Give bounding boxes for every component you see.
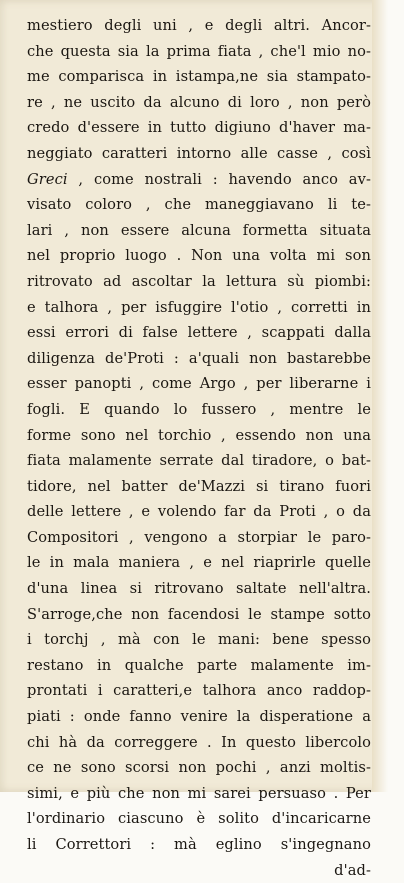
text-line-19: tidore, nel batter de'Mazzi si tirano fuori	[27, 477, 371, 495]
text-line-4: re , ne uscito da alcuno di loro , non però	[27, 93, 371, 111]
page-text	[27, 13, 371, 883]
text-line-26: restano in qualche parte malamente im-	[27, 656, 371, 674]
text-line-33: li Correttori : mà eglino s'ingegnano	[27, 836, 371, 853]
text-line-14: diligenza de'Proti : a'quali non bastarebbe	[27, 349, 371, 367]
italic-word: Greci	[27, 170, 68, 188]
text-line-8: visato coloro , che maneggiavano li te-	[27, 196, 371, 214]
text-line-3: me comparisca in istampa,ne sia stampato-	[27, 68, 371, 86]
text-line-17: forme sono nel torchio , essendo non una	[27, 426, 371, 444]
text-line-25: i torchj , mà con le mani: bene spesso	[27, 631, 371, 649]
text-line-9: lari , non essere alcuna formetta situata	[27, 221, 371, 239]
page-edge-shadow	[372, 0, 388, 792]
text-line-23: d'una linea si ritrovano saltate nell'altra.	[27, 580, 371, 598]
text-line-10: nel proprio luogo . Non una volta mi son	[27, 247, 371, 265]
text-line-24: S'arroge,che non facendosi le stampe sotto	[27, 605, 371, 623]
text-line-11: ritrovato ad ascoltar la lettura sù piombi:	[27, 272, 371, 290]
text-line-5: credo d'essere in tutto digiuno d'haver ma-	[27, 119, 371, 137]
text-line-16: fogli. E quando lo fussero , mentre le	[27, 400, 371, 418]
text-line-32: l'ordinario ciascuno è solito d'incaricarne	[27, 810, 371, 828]
catchword: d'ad-	[334, 861, 371, 879]
text-line-15: esser panopti , come Argo , per liberarne i	[27, 375, 371, 393]
text-line-22: le in mala maniera , e nel riaprirle quelle	[27, 554, 371, 572]
text-line-13: essi errori di false lettere , scappati dalla	[27, 324, 371, 342]
text-line-12: e talhora , per isfuggire l'otio , corretti in	[27, 298, 371, 316]
text-line-6: neggiato caratteri intorno alle casse , così	[27, 144, 371, 162]
text-line-21: Compositori , vengono a storpiar le paro-	[27, 528, 371, 546]
text-line-27: prontati i caratteri,e talhora anco raddop-	[27, 682, 371, 700]
text-line-31: simi, e più che non mi sarei persuaso . Per	[27, 784, 371, 802]
text-line-29: chi hà da correggere . In questo libercolo	[27, 733, 371, 751]
text-line-7: Greci , come nostrali : havendo anco av-	[27, 170, 371, 188]
text-line-2: che questa sia la prima fiata , che'l mio no-	[27, 42, 371, 60]
text-line-1: mestiero degli uni , e degli altri. Ancor-	[27, 17, 371, 34]
text-line-28: piati : onde fanno venire la disperatione a	[27, 708, 371, 726]
text-line-18: fiata malamente serrate dal tiradore, o bat-	[27, 452, 371, 470]
text-line-30: ce ne sono scorsi non pochi , anzi moltis-	[27, 759, 371, 777]
text-line-20: delle lettere , e volendo far da Proti , o da	[27, 503, 371, 521]
